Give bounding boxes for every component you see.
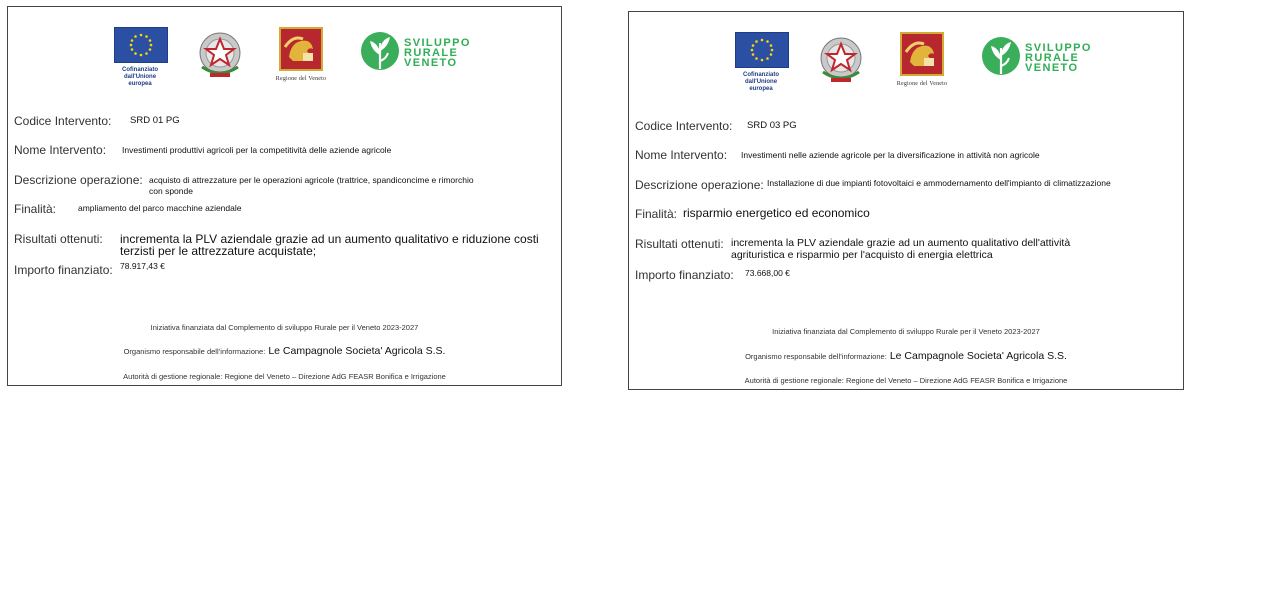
sviluppo-rurale-veneto-logo [981,32,1092,84]
footer-iniziativa: Iniziativa finanziata dal Complemento di sviluppo Rurale per il Veneto 2023-2027 [150,323,419,332]
lion-of-st-mark-icon [281,29,321,69]
importo-label: Importo finanziato: [14,263,113,277]
rurale-text: RURALE [1025,52,1080,64]
footer-organismo: Organismo responsabile dell’informazione: Le Campagnole Societa' Agricola S.S. [123,345,446,357]
importo-row [14,263,547,277]
codice-row [14,114,547,128]
nome-value: Investimenti produttivi agricoli per la competitività delle aziende agricole [122,145,392,155]
regione-veneto-logo [889,32,955,87]
descrizione-row [14,173,547,196]
risultati-value: incrementa la PLV aziendale grazie ad un aumento qualitativo dell'attività agrituristica e risparmio per l'acquisto di energia elettrica [731,237,1071,261]
importo-row [635,268,1169,282]
nome-row [14,143,547,157]
tree-leaf-icon [981,32,1021,84]
importo-label: Importo finanziato: [635,268,734,282]
tree-leaf-icon [360,27,400,79]
descrizione-value: acquisto di attrezzature per le operazioni agricole (trattrice, spandiconcime e rimorchio con sponde [149,175,474,196]
codice-row [635,119,1169,133]
logo-strip [8,25,561,87]
info-panel-srd-01 [7,6,562,386]
footer-autorita: Autorità di gestione regionale: Regione del Veneto – Direzione AdG FEASR Bonifica e Irrigazione [744,376,1068,385]
finalita-value: risparmio energetico ed economico [683,206,870,220]
finalita-row [635,207,1169,221]
risultati-label: Risultati ottenuti: [635,237,724,251]
eu-logo [114,27,166,88]
nome-value: Investimenti nelle aziende agricole per la diversificazione in attività non agricole [741,150,1040,160]
risultati-row [635,237,1169,261]
footer-autorita: Autorità di gestione regionale: Regione del Veneto – Direzione AdG FEASR Bonifica e Irrigazione [123,372,446,381]
sviluppo-rurale-veneto-logo [360,27,471,79]
veneto-text: VENETO [404,57,458,69]
rurale-text: RURALE [404,47,459,59]
codice-value: SRD 03 PG [747,120,797,131]
regione-veneto-logo [268,27,334,82]
finalita-label: Finalità: [14,202,57,216]
eu-logo [735,32,787,93]
nome-label: Nome Intervento: [635,148,728,162]
italian-republic-emblem-icon [196,27,244,81]
eu-flag-icon [115,28,167,62]
finalita-row [14,202,547,216]
risultati-row [14,232,547,258]
importo-value: 73.668,00 € [745,268,790,278]
veneto-text: VENETO [1025,62,1079,74]
risultati-label: Risultati ottenuti: [14,232,103,246]
nome-label: Nome Intervento: [14,143,107,157]
sviluppo-text: SVILUPPO [404,37,471,49]
logo-strip [629,30,1183,92]
codice-value: SRD 01 PG [130,115,180,126]
eu-caption: Cofinanziato dall'Unione europea [743,72,779,92]
descrizione-label: Descrizione operazione: [14,173,143,187]
footer-organismo: Organismo responsabile dell’informazione: Le Campagnole Societa' Agricola S.S. [745,350,1067,362]
nome-row [635,148,1169,162]
descrizione-label: Descrizione operazione: [635,178,764,192]
regione-caption: Regione del Veneto [896,81,948,87]
lion-of-st-mark-icon [902,34,942,74]
eu-flag-icon [736,33,788,67]
descrizione-row [635,178,1169,192]
info-panel-srd-03 [628,11,1184,390]
importo-value: 78.917,43 € [120,261,165,271]
codice-label: Codice Intervento: [635,119,733,133]
footer-iniziativa: Iniziativa finanziata dal Complemento di sviluppo Rurale per il Veneto 2023-2027 [772,327,1040,336]
descrizione-value: Installazione di due impianti fotovoltaici e ammodernamento dell'impianto di climatizzazione [767,178,1111,188]
italian-republic-emblem-icon [817,32,865,86]
codice-label: Codice Intervento: [14,114,112,128]
eu-caption: Cofinanziato dall'Unione europea [122,67,158,87]
finalita-value: ampliamento del parco macchine aziendale [78,203,242,213]
sviluppo-text: SVILUPPO [1025,42,1092,54]
regione-caption: Regione del Veneto [275,76,327,82]
finalita-label: Finalità: [635,207,678,221]
risultati-value: incrementa la PLV aziendale grazie ad un aumento qualitativo e riduzione costi terzisti per le attrezzature acquistate; [120,232,539,258]
